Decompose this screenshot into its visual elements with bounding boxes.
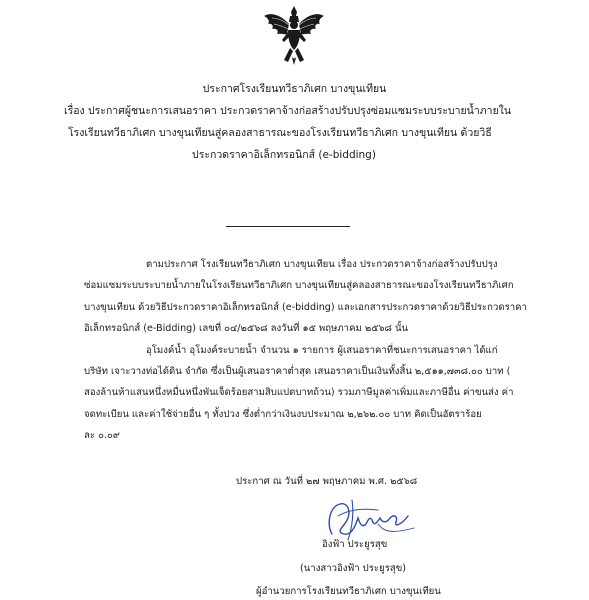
subject-line-1: เรื่อง ประกาศผู้ชนะการเสนอราคา ประกวดราคาจ้างก่อสร้างปรับปรุงซ่อมแซมระบบระบายน้ำภายใน [64, 105, 512, 117]
body-p2-line-5: ละ ๐.๐๙ [84, 430, 120, 442]
announcement-title: ประกาศโรงเรียนทวีธาภิเศก บางขุนเทียน [202, 83, 387, 95]
body-p2-line-2: บริษัท เจาะวางท่อได้ดิน จำกัด ซึ่งเป็นผู้เสนอราคาต่ำสุด เสนอราคาเป็นเงินทั้งสิ้น ๒,๕๑๑,๗๓๘.๐๐ บาท ( [84, 366, 511, 378]
subject-line-2: โรงเรียนทวีธาภิเศก บางขุนเทียนสู่คลองสาธารณะของโรงเรียนทวีธาภิเศก บางขุนเทียน ด้วยวิธี [68, 127, 492, 139]
subject-line-3: ประกวดราคาอิเล็กทรอนิกส์ (e-bidding) [192, 149, 376, 161]
title-divider [226, 226, 350, 227]
body-p2-line-1: อุโมงค์น้ำ อุโมงค์ระบายน้ำ จำนวน ๑ รายการ ผู้เสนอราคาที่ชนะการเสนอราคา ได้แก่ [146, 344, 498, 356]
signer-position: ผู้อำนวยการโรงเรียนทวีธาภิเศก บางขุนเทียน [256, 586, 441, 597]
body-p1-line-3: บางขุนเทียน ด้วยวิธีประกวดราคาอิเล็กทรอนิกส์ (e-bidding) และเอกสารประกวดราคาด้วยวิธีประกวดราคา [84, 301, 527, 313]
body-p2-line-4: จดทะเบียน และค่าใช้จ่ายอื่น ๆ ทั้งปวง ซึ่งต่ำกว่าเงินงบประมาณ ๒,๒๖๒.๐๐ บาท คิดเป็นอัตราร้อย [84, 408, 482, 420]
body-p2-line-3: สองล้านห้าแสนหนึ่งหมื่นหนึ่งพันเจ็ดร้อยสามสิบแปดบาทถ้วน) รวมภาษีมูลค่าเพิ่มและภาษีอื่น ค่าขนส่ง ค่า [84, 387, 514, 399]
announcement-body [84, 254, 539, 447]
signer-full-name: (นางสาวอิงฟ้า ประยูรสุข) [300, 563, 407, 574]
garuda-emblem-icon [262, 4, 326, 66]
body-p1-line-2: ซ่อมแซมระบบระบายน้ำภายในโรงเรียนทวีธาภิเศก บางขุนเทียนสู่คลองสาธารณะของโรงเรียนทวีธาภิเศก [84, 280, 514, 292]
body-p1-line-4: อิเล็กทรอนิกส์ (e-Bidding) เลขที่ ๐๔/๒๕๖๘ ลงวันที่ ๑๕ พฤษภาคม ๒๕๖๘ นั้น [84, 323, 409, 335]
announcement-date: ประกาศ ณ วันที่ ๒๗ พฤษภาคม พ.ศ. ๒๕๖๘ [236, 476, 418, 487]
signer-name: อิงฟ้า ประยูรสุข [322, 539, 388, 550]
body-p1-line-1: ตามประกาศ โรงเรียนทวีธาภิเศก บางขุนเทียน เรื่อง ประกวดราคาจ้างก่อสร้างปรับปรุง [146, 259, 498, 270]
announcement-subject [64, 100, 534, 166]
